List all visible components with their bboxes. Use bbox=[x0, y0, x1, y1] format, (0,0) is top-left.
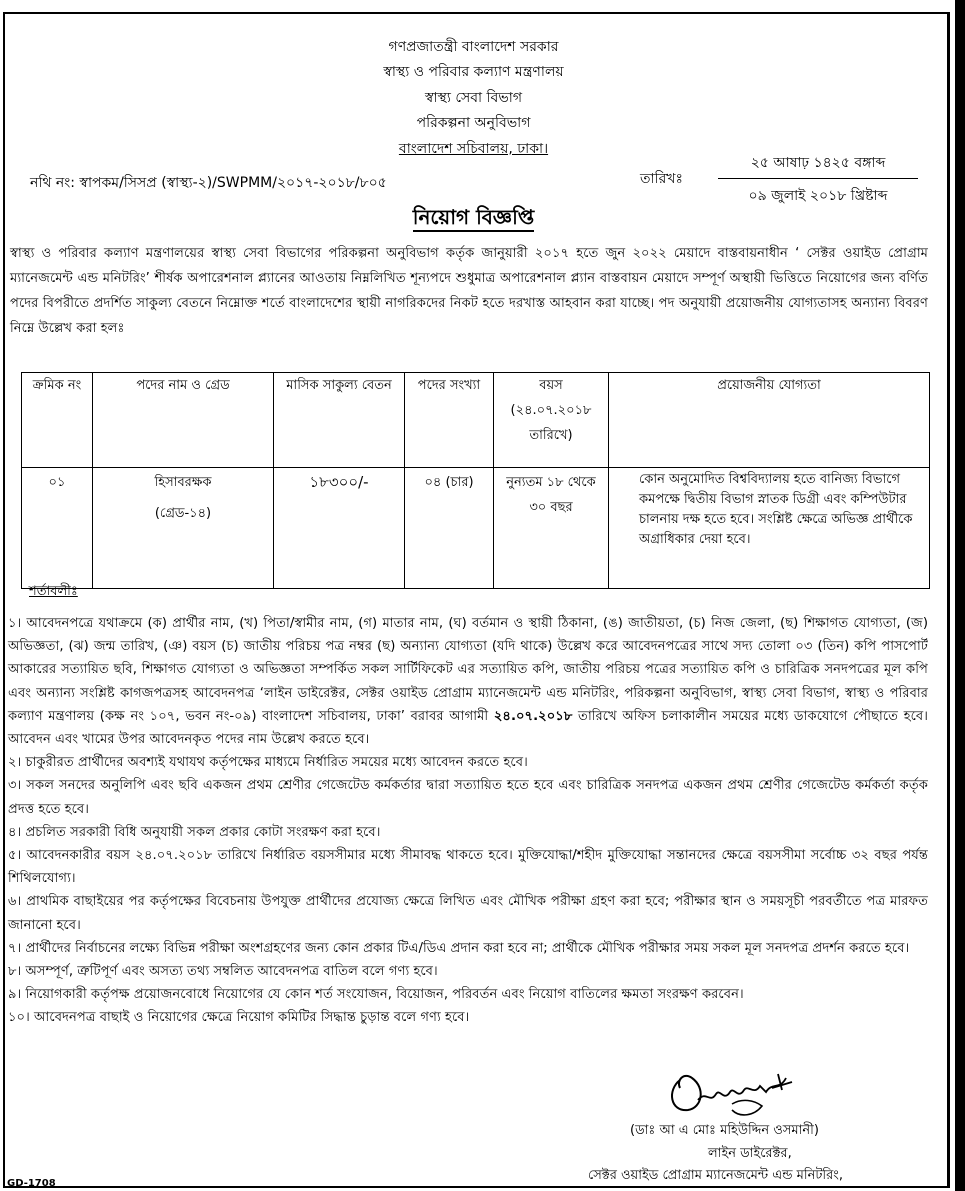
cell-post-grade: (গ্রেড-১৪) bbox=[154, 506, 212, 521]
term-1-deadline: ২৪.০৭.২০১৮ bbox=[493, 708, 573, 724]
date-english: ০৯ জুলাই ২০১৮ খ্রিষ্টাব্দ bbox=[748, 188, 888, 204]
notice-title bbox=[0, 203, 947, 236]
term-item: ৪। প্রচলিত সরকারী বিধি অনুযায়ী সকল প্রকার কোটা সংরক্ষণ করা হবে। bbox=[8, 824, 381, 840]
terms-title: শর্তাবলীঃ bbox=[29, 584, 78, 599]
cell-post bbox=[93, 468, 274, 589]
handwritten-signature bbox=[662, 1060, 812, 1130]
table-header-row bbox=[22, 373, 930, 468]
term-1-text: ১। আবেদনপত্রে যথাক্রমে (ক) প্রার্থীর নাম, (খ) পিতা/স্বামীর নাম, (গ) মাতার নাম, (ঘ) বর্তমান ও স্থায়ী ঠিকানা, (ঙ) জাতীয়তা, (চ) নিজ জেলা, (ছ) শিক্ষাগত যোগ্যতা, (জ) অভিজ্ঞতা, (ঝ) জন্ম তারিখ, (ঞ) বয়স (চ) জাতীয় পরিচয় পত্র নম্বর (ছ) অন্যান্য যোগ্যতা (যদি থাকে) উল্লেখ করে আবেদনপত্রের সাথে সদ্য তোলা ০৩ (তিন) কপি পাসপোর্ট আকারের সত্যায়িত ছবি, শিক্ষাগত যোগ্যতা ও অভিজ্ঞতা সম্পর্কিত সকল সার্টিফিকেট এর সত্যায়িত কপি, জাতীয় পরিচয় পত্রের সত্যায়িত কপি ও চারিত্রিক সনদপত্রের মূল কপি এবং অন্যান্য সংশ্লিষ্ট কাগজপত্রসহ আবেদনপত্র ‘লাইন ডাইরেক্টর, সেক্টর ওয়াইড প্রোগ্রাম ম্যানেজমেন্ট এন্ড মনিটরিং, পরিকল্পনা অনুবিভাগ, স্বাস্থ্য সেবা বিভাগ, স্বাস্থ্য ও পরিবার কল্যাণ মন্ত্রণালয় (কক্ষ নং ১০৭, ভবন নং-০৯) বাংলাদেশ সচিবালয়, ঢাকা’ বরাবর আগামী bbox=[8, 616, 928, 724]
header-address-text: বাংলাদেশ সচিবালয়, ঢাকা। bbox=[398, 141, 549, 157]
header-post: পদের নাম ও গ্রেড bbox=[93, 373, 274, 468]
notice-title-text: নিয়োগ বিজ্ঞপ্তি bbox=[413, 205, 535, 232]
file-number: নথি নং: স্বাপকম/সিসপ্র (স্বাস্থ্য-২)/SWPMM/২০১৭-২০১৮/৮০৫ bbox=[30, 175, 387, 191]
term-item: ৬। প্রাথমিক বাছাইয়ের পর কর্তৃপক্ষের বিবেচনায় উপযুক্ত প্রার্থীদের প্রযোজ্য ক্ষেত্রে লিখিত এবং মৌখিক পরীক্ষা গ্রহণ করা হবে; পরীক্ষার স্থান ও সময়সূচী পরবর্তীতে পত্র মারফত জানানো হবে। bbox=[8, 894, 928, 933]
header-ministry: স্বাস্থ্য ও পরিবার কল্যাণ মন্ত্রণালয় bbox=[383, 64, 564, 80]
scan-edge bbox=[955, 0, 965, 1191]
header-qualification: প্রয়োজনীয় যোগ্যতা bbox=[609, 373, 930, 468]
signatory-organization: সেক্টর ওয়াইড প্রোগ্রাম ম্যানেজমেন্ট এন্ড মনিটরিং, bbox=[588, 1168, 844, 1183]
terms-list bbox=[8, 612, 928, 1030]
header-count: পদের সংখ্যা bbox=[405, 373, 494, 468]
intro-paragraph: স্বাস্থ্য ও পরিবার কল্যাণ মন্ত্রণালয়ের স্বাস্থ্য সেবা বিভাগের পরিকল্পনা অনুবিভাগ কর্তৃক জানুয়ারী ২০১৭ হতে জুন ২০২২ মেয়াদে বাস্তবায়নাধীন ‘ সেক্টর ওয়াইড প্রোগ্রাম ম্যানেজমেন্ট এন্ড মনিটরিং’ শীর্ষক অপারেশনাল প্ল্যানের আওতায় নিম্নলিখিত শূন্যপদে শুধুমাত্র অপারেশনাল প্ল্যান বাস্তবায়ন মেয়াদে সম্পূর্ণ অস্থায়ী ভিত্তিতে নিয়োগের জন্য বর্ণিত পদের বিপরীতে প্রদর্শিত সাকুল্য বেতনে নিম্নোক্ত শর্তে বাংলাদেশের স্থায়ী নাগরিকদের নিকট হতে দরখাস্ত আহবান করা যাচ্ছে। পদ অনুযায়ী প্রয়োজনীয় যোগ্যতাসহ অন্যান্য বিবরণ নিম্নে উল্লেখ করা হলঃ bbox=[10, 246, 928, 336]
term-item: ৭। প্রার্থীদের নির্বাচনের লক্ষ্যে বিভিন্ন পরীক্ষা অংশগ্রহণের জন্য কোন প্রকার টিএ/ডিএ প্রদান করা হবে না; প্রার্থীকে মৌখিক পরীক্ষার সময় সকল মূল সনদপত্র প্রদর্শন করতে হবে। bbox=[8, 940, 910, 956]
term-1-text-end: তারিখে অফিস চলাকালীন সময়ের মধ্যে ডাকযোগে পৌছাতে হবে। আবেদন এবং খামের উপর আবেদনকৃত পদের নাম উল্লেখ করতে হবে। bbox=[8, 708, 928, 748]
header-government: গণপ্রজাতন্ত্রী বাংলাদেশ সরকার bbox=[388, 39, 559, 55]
date-box bbox=[718, 151, 918, 208]
cell-post-name: হিসাবরক্ষক bbox=[154, 475, 212, 490]
footer-code: GD-1708 bbox=[7, 1178, 56, 1189]
term-item: ৯। নিয়োগকারী কর্তৃপক্ষ প্রয়োজনবোধে নিয়োগের যে কোন শর্ত সংযোজন, বিয়োজন, পরিবর্তন এবং নিয়োগ বাতিলের ক্ষমতা সংরক্ষণ করবেন। bbox=[8, 987, 744, 1003]
header-salary: মাসিক সাকুল্য বেতন bbox=[274, 373, 405, 468]
header-serial: ক্রমিক নং bbox=[22, 373, 93, 468]
cell-salary: ১৮৩০০/- bbox=[274, 468, 405, 589]
table-row bbox=[22, 468, 930, 589]
header-age: বয়স (২৪.০৭.২০১৮ তারিখে) bbox=[494, 373, 609, 468]
term-item: ৩। সকল সনদের অনুলিপি এবং ছবি একজন প্রথম শ্রেণীর গেজেটেড কর্মকর্তার দ্বারা সত্যায়িত হতে হবে এবং চারিত্রিক সনদপত্র একজন প্রথম শ্রেণীর গেজেটেড কর্মকর্তা কর্তৃক প্রদত্ত হতে হবে। bbox=[8, 778, 928, 817]
posts-table bbox=[21, 372, 930, 589]
date-label: তারিখঃ bbox=[640, 171, 683, 187]
cell-serial: ০১ bbox=[22, 468, 93, 589]
term-item: ২। চাকুরীরত প্রার্থীদের অবশ্যই যথাযথ কর্তৃপক্ষের মাধ্যমে নির্ধারিত সময়ের মধ্যে আবেদন করতে হবে। bbox=[8, 755, 528, 771]
signatory-title: লাইন ডাইরেক্টর, bbox=[708, 1146, 792, 1161]
term-item: ৫। আবেদনকারীর বয়স ২৪.০৭.২০১৮ তারিখে নির্ধারিত বয়সসীমার মধ্যে সীমাবদ্ধ থাকতে হবে। মুক্তিযোদ্ধা/শহীদ মুক্তিযোদ্ধা সন্তানদের ক্ষেত্রে বয়সসীমা সর্বোচ্চ ৩২ বছর পর্যন্ত শিথিলযোগ্য। bbox=[8, 848, 928, 887]
header-wing: পরিকল্পনা অনুবিভাগ bbox=[416, 115, 531, 131]
header-division: স্বাস্থ্য সেবা বিভাগ bbox=[424, 90, 523, 106]
cell-count: ০৪ (চার) bbox=[405, 468, 494, 589]
date-bangla: ২৫ আষাঢ় ১৪২৫ বঙ্গাব্দ bbox=[718, 151, 918, 179]
cell-age: নুন্যতম ১৮ থেকে ৩০ বছর bbox=[494, 468, 609, 589]
term-item: ১০। আবেদনপত্র বাছাই ও নিয়োগের ক্ষেত্রে নিয়োগ কমিটির সিদ্ধান্ত চুড়ান্ত বলে গণ্য হবে। bbox=[8, 1010, 470, 1026]
cell-qualification: কোন অনুমোদিত বিশ্ববিদ্যালয় হতে বানিজ্য বিভাগে কমপক্ষে দ্বিতীয় বিভাগ স্নাতক ডিগ্রী এবং কম্পিউটার চালনায় দক্ষ হতে হবে। সংশ্লিষ্ট ক্ষেত্রে অভিজ্ঞ প্রার্থীকে অগ্রাধিকার দেয়া হবে। bbox=[609, 468, 930, 589]
term-item: ৮। অসম্পূর্ণ, ত্রুটিপূর্ণ এবং অসত্য তথ্য সম্বলিত আবেদনপত্র বাতিল বলে গণ্য হবে। bbox=[8, 964, 438, 980]
term-item bbox=[8, 612, 928, 751]
signatory-name: (ডাঃ আ এ মোঃ মহিউদ্দিন ওসমানী) bbox=[630, 1123, 819, 1138]
